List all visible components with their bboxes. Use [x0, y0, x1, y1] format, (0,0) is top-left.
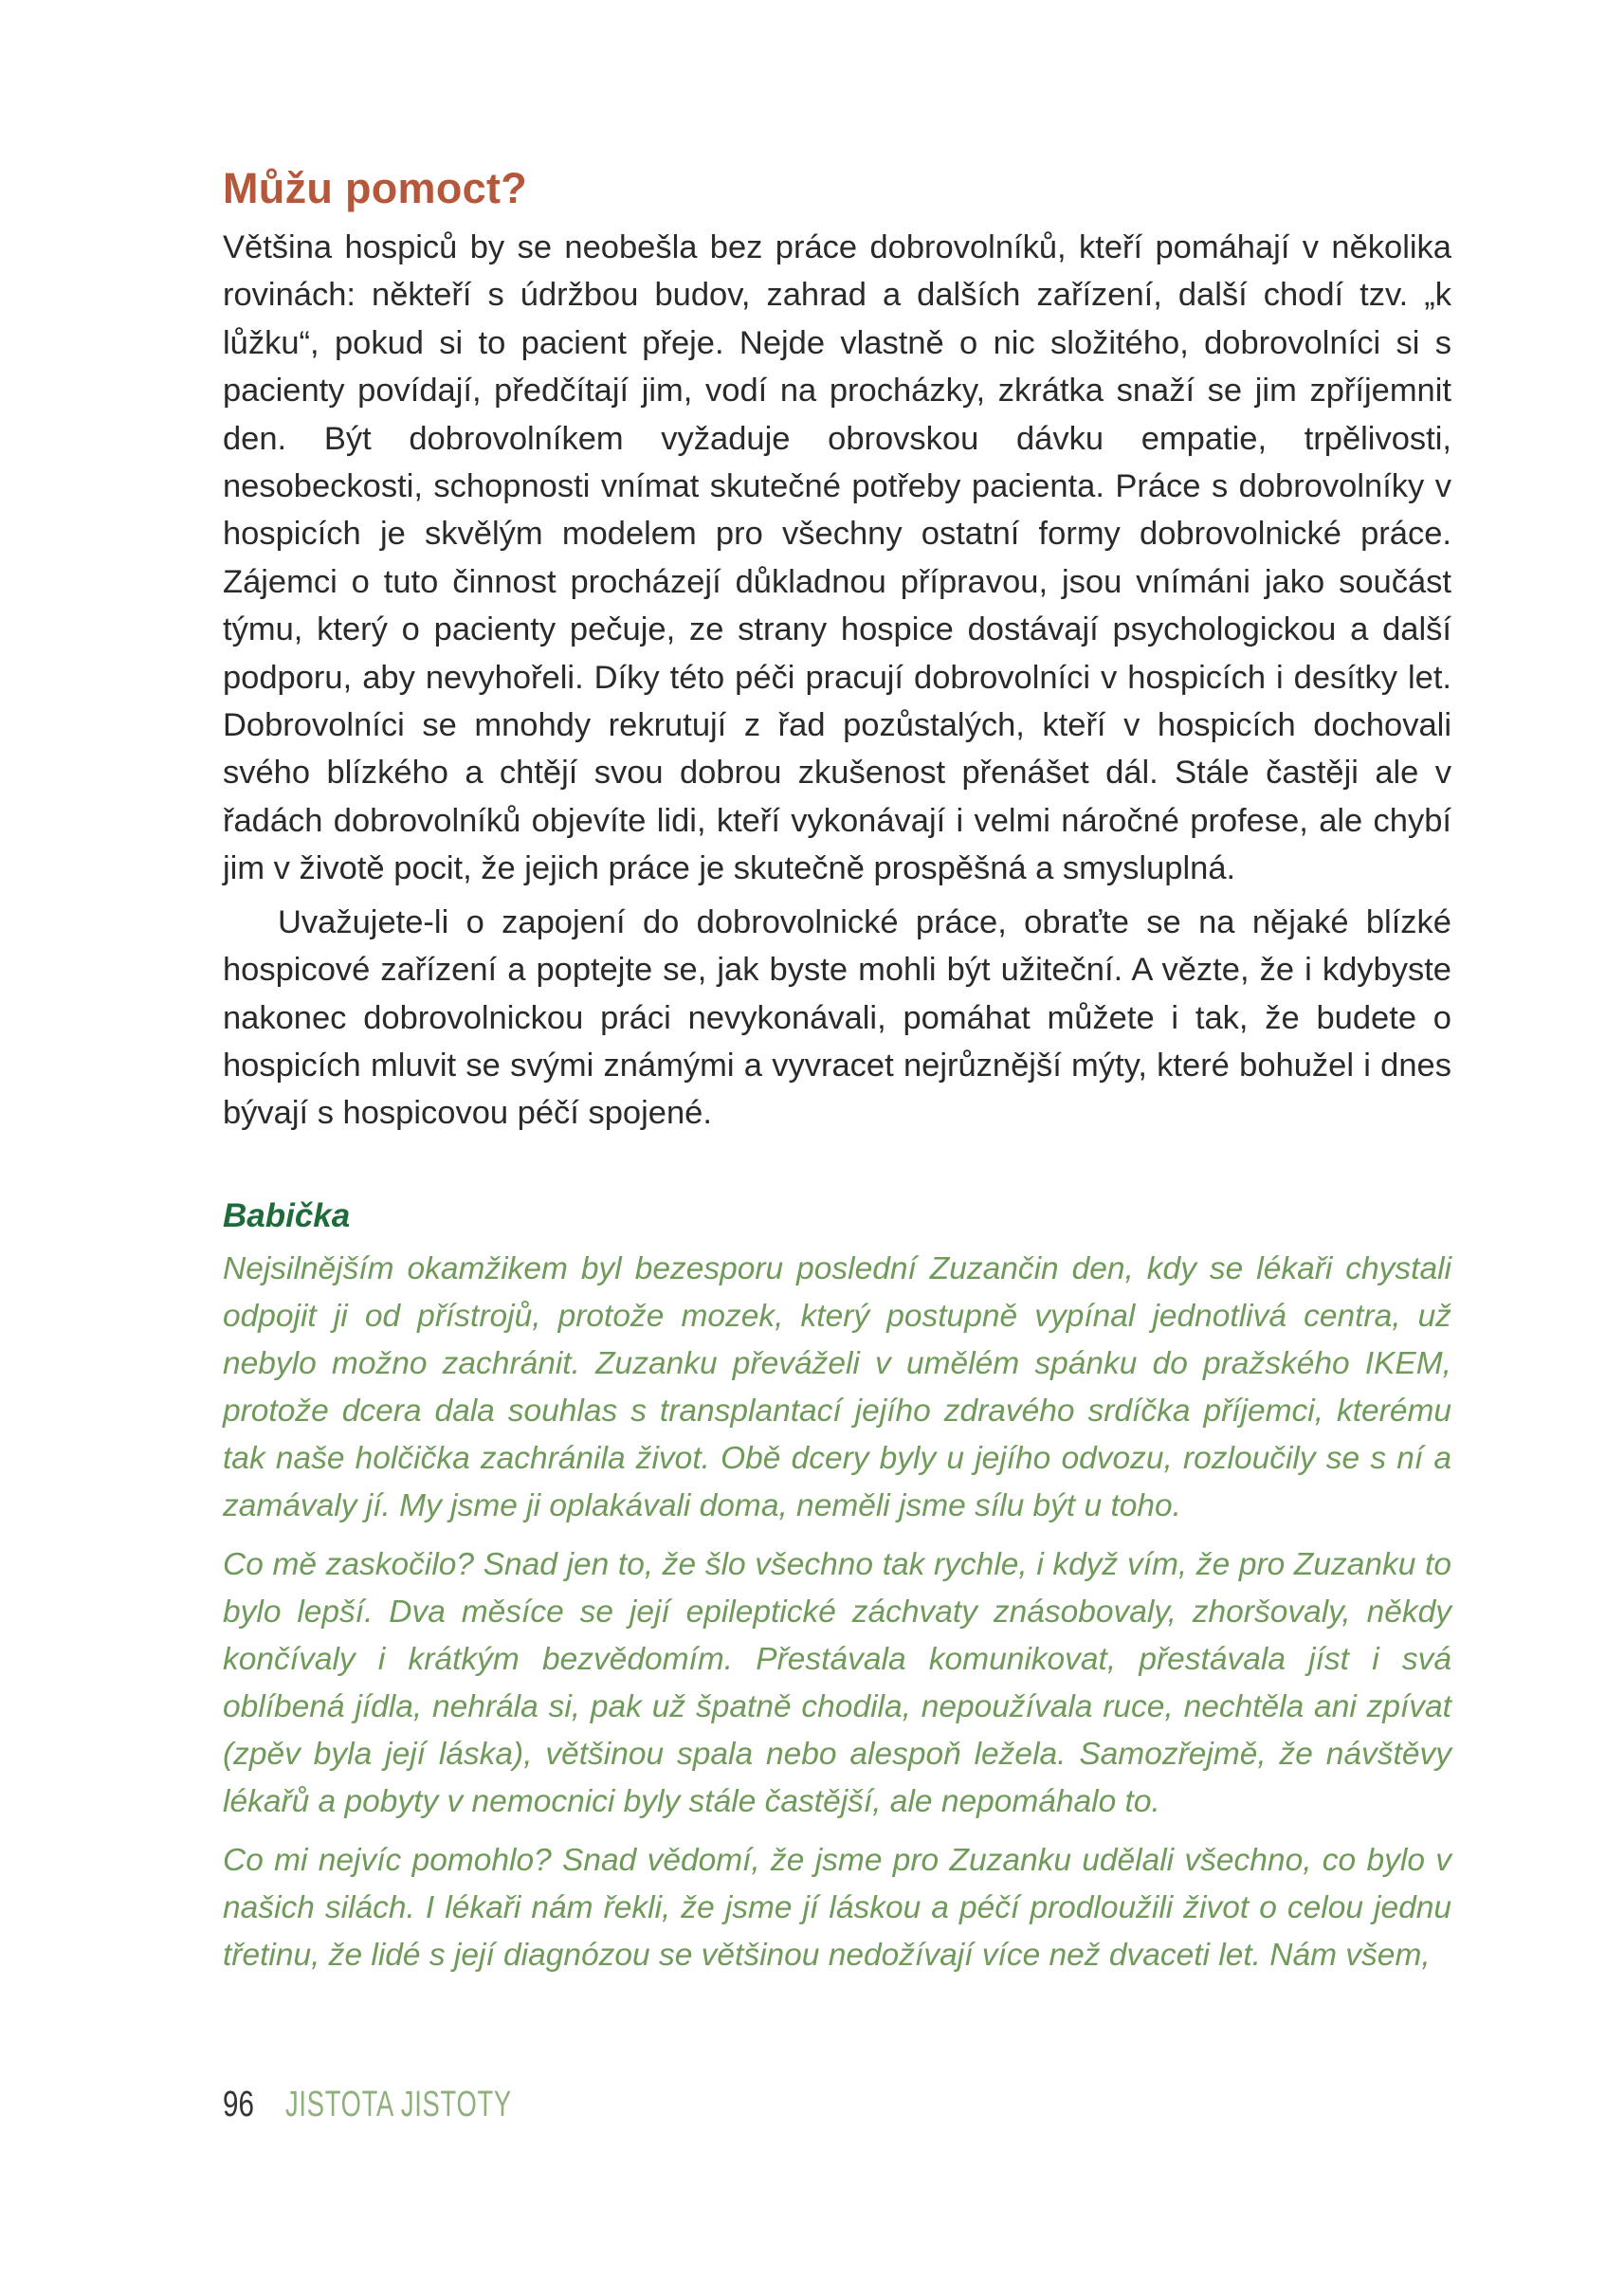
page-content	[223, 163, 1451, 1979]
page-footer	[223, 2081, 600, 2128]
story-paragraph-3: Co mi nejvíc pomohlo? Snad vědomí, že jsme pro Zuzanku udělali všechno, co bylo v našich silách. I lékaři nám řekli, že jsme jí láskou a péčí prodloužili život o celou jednu třetinu, že lidé s její diagnózou se většinou nedožívají více než dvaceti let. Nám všem,	[223, 1842, 1451, 1973]
story-paragraph-2: Co mě zaskočilo? Snad jen to, že šlo všechno tak rychle, i když vím, že pro Zuzanku to bylo lepší. Dva měsíce se její epileptické záchvaty znásobovaly, zhoršovaly, někdy končívaly i krátkým bezvědomím. Přestávala komunikovat, přestávala jíst i svá oblíbená jídla, nehrála si, pak už špatně chodila, nepoužívala ruce, nechtěla ani zpívat (zpěv byla její láska), většinou spala nebo alespoň ležela. Samozřejmě, že návštěvy lékařů a pobyty v nemocnici byly stále častější, ale nepomáhalo to.	[223, 1546, 1451, 1819]
section-heading: Můžu pomoct?	[223, 164, 528, 212]
story-heading: Babička	[223, 1196, 351, 1234]
section-paragraph-2: Uvažujete-li o zapojení do dobrovolnické práce, obraťte se na nějaké blízké hospicové zařízení a poptejte se, jak byste mohli být užiteční. A vězte, že i kdybyste nakonec dobrovolnickou práci nevykonávali, pomáhat můžete i tak, že budete o hospicích mluvit se svými známými a vyvracet nejrůznější mýty, které bohužel i dnes bývají s hospicovou péčí spojené.	[223, 903, 1451, 1132]
page-number: 96	[223, 2084, 254, 2124]
running-title: JISTOTA JISTOTY	[285, 2084, 512, 2124]
section-paragraph-1: Většina hospiců by se neobešla bez práce dobrovolníků, kteří pomáhají v několika rovinách: někteří s údržbou budov, zahrad a dalších zařízení, další chodí tzv. „k lůžku“, pokud si to pacient přeje. Nejde vlastně o nic složitého, dobrovolníci si s pacienty povídají, předčítají jim, vodí na procházky, zkrátka snaží se jim zpříjemnit den. Být dobrovolníkem vyžaduje obrovskou dávku empatie, trpělivosti, nesobeckosti, schopnosti vnímat skutečné potřeby pacienta. Práce s dobrovolníky v hospicích je skvělým modelem pro všechny ostatní formy dobrovolnické práce. Zájemci o tuto činnost procházejí důkladnou přípravou, jsou vnímáni jako součást týmu, který o pacienty pečuje, ze strany hospice dostávají psychologickou a další podporu, aby nevyhořeli. Díky této péči pracují dobrovolníci v hospicích i desítky let. Dobrovolníci se mnohdy rekrutují z řad pozůstalých, kteří v hospicích dochovali svého blízkého a chtějí svou dobrou zkušenost přenášet dál. Stále častěji ale v řadách dobrovolníků objevíte lidi, kteří vykonávají i velmi náročné profese, ale chybí jim v životě pocit, že jejich práce je skutečně prospěšná a smysluplná.	[223, 229, 1451, 887]
story-paragraph-1: Nejsilnějším okamžikem byl bezesporu poslední Zuzančin den, kdy se lékaři chystali odpojit ji od přístrojů, protože mozek, který postupně vypínal jednotlivá centra, už nebylo možno zachránit. Zuzanku převáželi v umělém spánku do pražského IKEM, protože dcera dala souhlas s transplantací jejího zdravého srdíčka příjemci, kterému tak naše holčička zachránila život. Obě dcery byly u jejího odvozu, rozloučily se s ní a zamávaly jí. My jsme ji oplakávali doma, neměli jsme sílu být u toho.	[223, 1250, 1451, 1523]
